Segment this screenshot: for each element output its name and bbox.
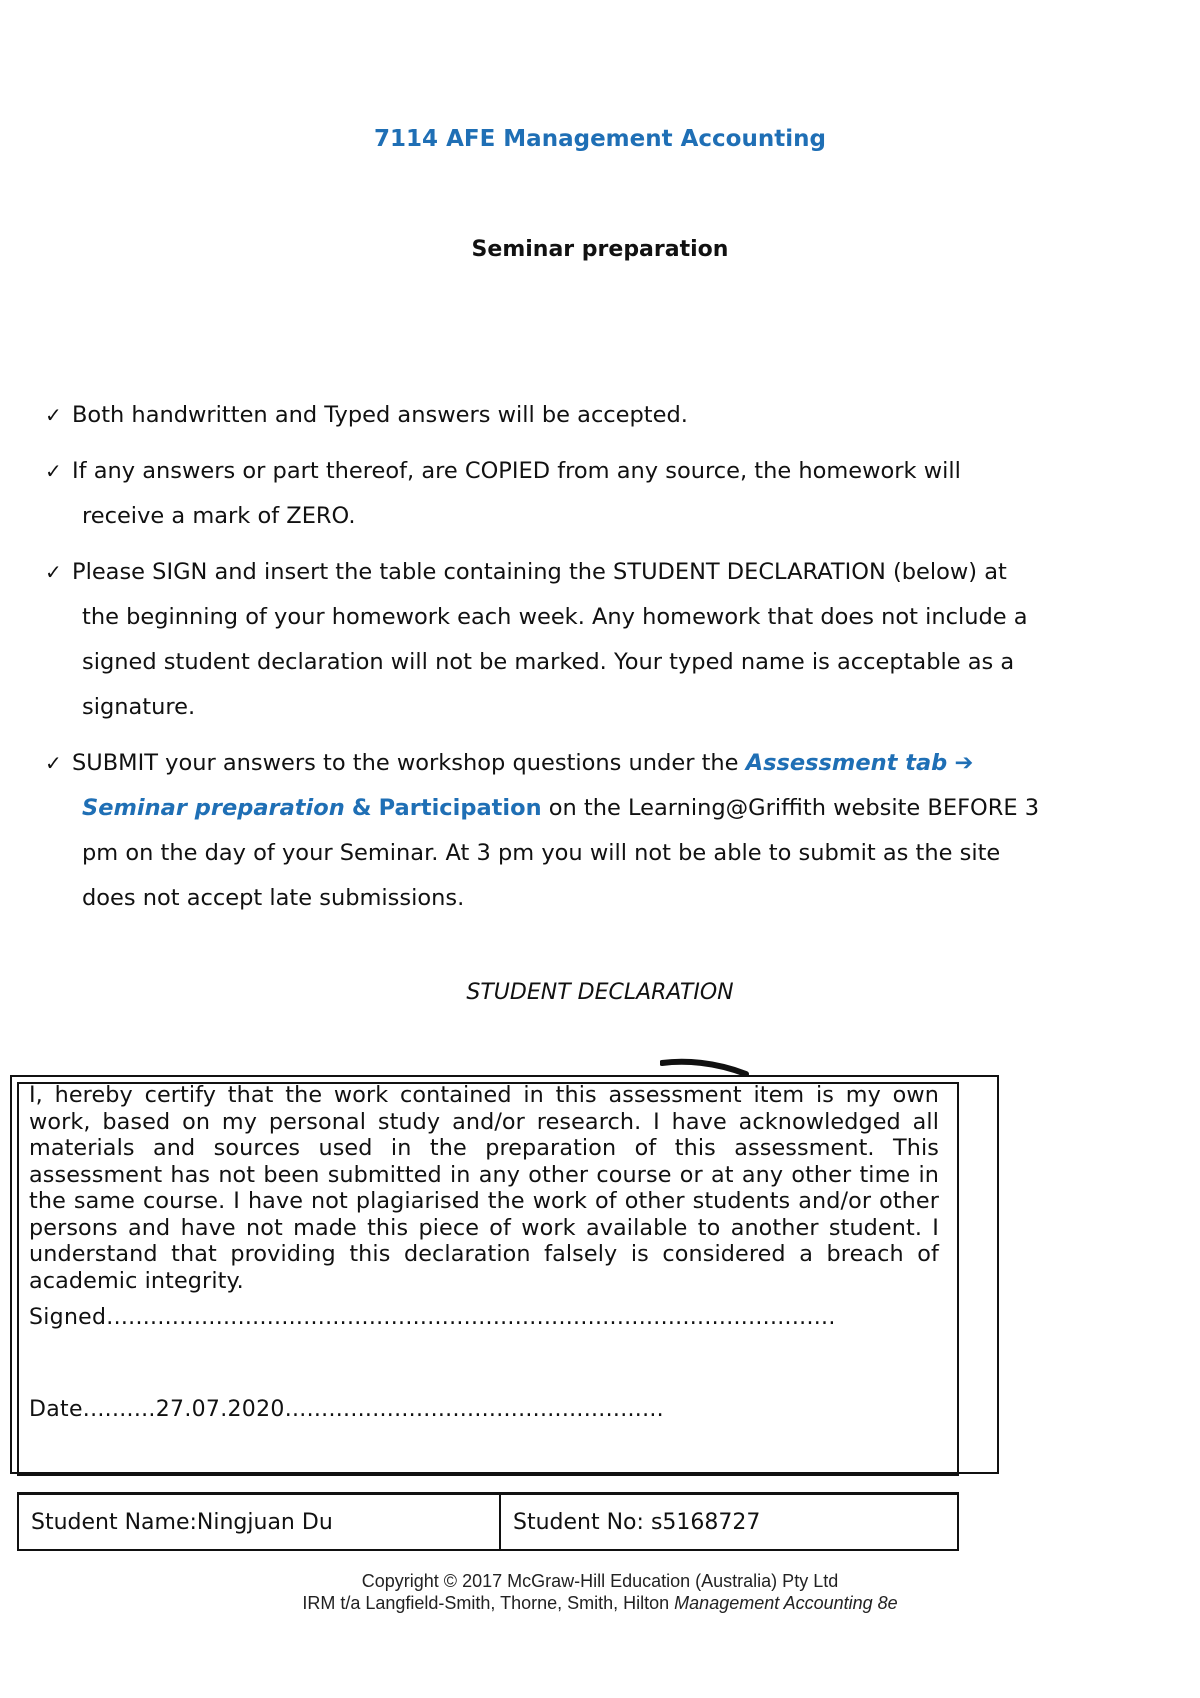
instruction-item: ✓ If any answers or part thereof, are COPIED from any source, the homework will receive a mark of ZERO. [45,449,1135,539]
student-name-cell: Student Name: Ningjuan Du [19,1495,501,1549]
date-value: 27.07.2020 [155,1397,285,1422]
participation-link: Participation [378,795,542,821]
seminar-preparation-link: Seminar preparation [82,795,345,821]
date-line: Date..........27.07.2020.................................................... [29,1397,664,1422]
copyright-text: Copyright © 2017 McGraw-Hill Education (Australia) Pty Ltd [361,1571,839,1591]
check-mark-icon: ✓ [45,751,62,775]
instruction-item: ✓ Please SIGN and insert the table containing the STUDENT DECLARATION (below) at the beginning of your homework each week. Any homework that does not include a signed student declaration will not be marked. Your typed name is acceptable as a signature. [45,550,1135,730]
instruction-item: ✓ SUBMIT your answers to the workshop questions under the Assessment tab ➔ Seminar preparation & Participation on the Learning@Griffith website BEFORE 3 pm on the day of your Seminar. At 3 pm you will not be able to submit as the site does not accept late submissions. [45,741,1135,921]
page-title: 7114 AFE Management Accounting [374,126,826,152]
arrow-right-icon: ➔ [954,750,974,776]
student-number: s5168727 [650,1509,761,1535]
footer [0,1570,1200,1614]
irm-text: IRM t/a Langfield-Smith, Thorne, Smith, Hilton Management Accounting 8e [302,1593,898,1613]
check-mark-icon: ✓ [45,560,62,584]
assessment-tab-link: Assessment tab [745,750,948,776]
check-mark-icon: ✓ [45,403,62,427]
student-name: Ningjuan Du [196,1509,333,1535]
instruction-item: ✓ Both handwritten and Typed answers will be accepted. [45,393,1135,438]
instructions-list [45,393,1135,932]
check-mark-icon: ✓ [45,459,62,483]
page-subtitle: Seminar preparation [471,237,729,262]
declaration-text: I, hereby certify that the work contained in this assessment item is my own work, based on my personal study and/or research. I have acknowledged all materials and sources used in the preparation of this assessment. This assessment has not been submitted in any other course or at any other time in the same course. I have not plagiarised the work of other students and/or other persons and have not made this piece of work available to another student. I understand that providing this declaration falsely is considered a breach of academic integrity. [29,1082,939,1294]
student-info-table [17,1492,959,1551]
signature-line: Signed.................................................................................................... [29,1305,836,1330]
student-number-cell: Student No: s5168727 [513,1509,761,1535]
declaration-heading: STUDENT DECLARATION [466,980,734,1005]
